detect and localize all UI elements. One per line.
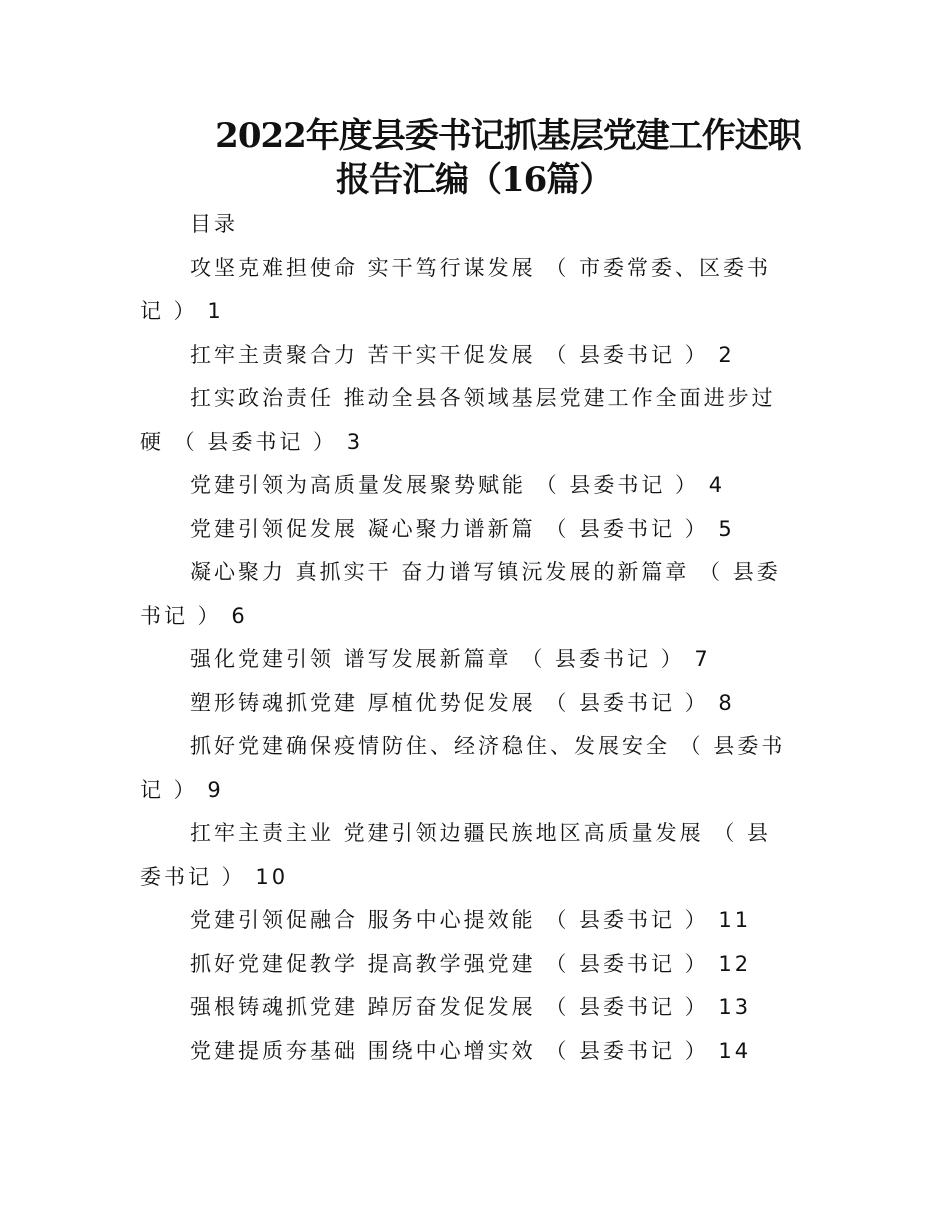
toc-entry-10-continued: 委书记 ） 10: [140, 864, 289, 889]
toc-entry-3: 扛实政治责任 推动全县各领域基层党建工作全面进步过: [190, 386, 776, 410]
document-title-line-2: 报告汇编（16篇）: [336, 160, 613, 200]
toc-entry-6-continued: 书记 ） 6: [140, 603, 248, 628]
toc-entry-12: 抓好党建促教学 提高教学强党建 （ 县委书记 ） 12: [190, 951, 752, 976]
toc-entry-9: 抓好党建确保疫情防住、经济稳住、发展安全 （ 县委书: [190, 734, 786, 758]
toc-entry-13: 强根铸魂抓党建 踔厉奋发促发展 （ 县委书记 ） 13: [190, 995, 752, 1019]
toc-entry-14: 党建提质夯基础 围绕中心增实效 （ 县委书记 ） 14: [190, 1038, 752, 1063]
toc-entry-9-continued: 记 ） 9: [140, 777, 224, 802]
toc-entry-7: 强化党建引领 谱写发展新篇章 （ 县委书记 ） 7: [190, 647, 711, 671]
toc-heading: 目录: [190, 212, 238, 236]
document-title-line-1: 2022年度县委书记抓基层党建工作述职: [215, 116, 801, 156]
toc-entry-4: 党建引领为高质量发展聚势赋能 （ 县委书记 ） 4: [190, 473, 726, 497]
table-of-contents: [140, 203, 810, 1073]
toc-entry-10: 扛牢主责主业 党建引领边疆民族地区高质量发展 （ 县: [190, 821, 772, 845]
toc-entry-8: 塑形铸魂抓党建 厚植优势促发展 （ 县委书记 ） 8: [190, 690, 735, 715]
toc-entry-2: 扛牢主责聚合力 苦干实干促发展 （ 县委书记 ） 2: [190, 342, 735, 367]
toc-entry-1-continued: 记 ） 1: [140, 299, 224, 323]
toc-entry-11: 党建引领促融合 服务中心提效能 （ 县委书记 ） 11: [190, 908, 752, 932]
toc-entry-3-continued: 硬 （ 县委书记 ） 3: [140, 429, 364, 454]
toc-entry-1: 攻坚克难担使命 实干笃行谋发展 （ 市委常委、区委书: [190, 255, 772, 280]
toc-entry-5: 党建引领促发展 凝心聚力谱新篇 （ 县委书记 ） 5: [190, 516, 735, 541]
toc-entry-6: 凝心聚力 真抓实干 奋力谱写镇沅发展的新篇章 （ 县委: [190, 560, 781, 584]
